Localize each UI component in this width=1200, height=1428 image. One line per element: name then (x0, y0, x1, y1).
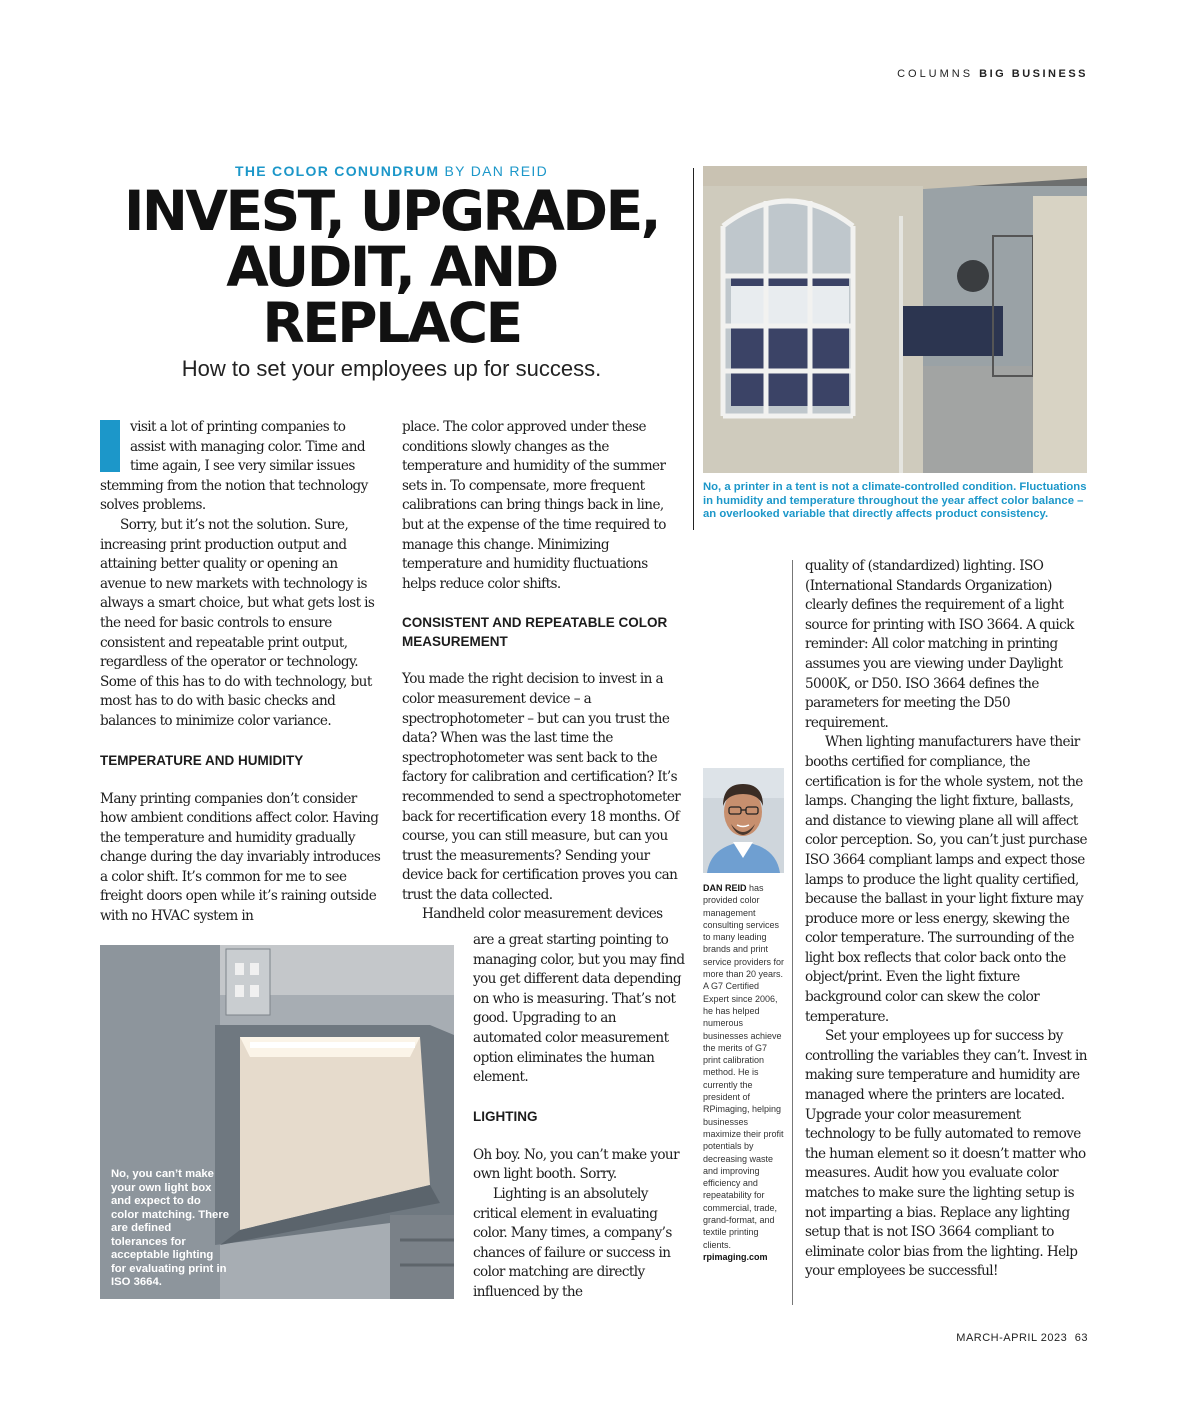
headline (100, 179, 683, 355)
column-1 (100, 418, 382, 927)
subhead-temperature: TEMPERATURE AND HUMIDITY (100, 752, 304, 768)
paragraph: When lighting manufacturers have their booths certified for compliance, the certification is for the whole system, not the lamps. Changing the light fixture, ballasts, and distance to viewing plane all will affect color perception. So, you can’t just purchase ISO 3664 compliant lamps and expect those lamps to produce the light quality certified, because the ballast in your light fixture may produce more or less energy, skewing the color temperature. The surrounding of the light box reflects that color back onto the object/print. Even the light fixture background color can skew the color temperature. (805, 734, 1087, 1025)
paragraph: Sorry, but it’s not the solution. Sure, increasing print production output and attaining better quality or opening an avenue to new markets with technology is always a smart choice, but what gets lost is the need for basic controls to ensure consistent and repeatable print output, regardless of the operator or technology. Some of this has to do with technology, but most has to do with basic checks and balances to minimize color variance. (100, 516, 375, 729)
column-divider-2 (792, 560, 793, 1305)
column-name: BIG BUSINESS (979, 68, 1088, 80)
paragraph: You made the right decision to invest in a color measurement device – a spectrophotometer – but can you trust the data? When was the last time the spectrophotometer was sent back to the factory for calibration and certification? It’s recommended to send a spectrophotometer back for recertification every 18 months. Of course, you can still measure, but can you trust the measurements? Sending your device back for certification proves you can trust the data collected. (402, 671, 681, 903)
paragraph: are a great starting pointing to managing color, but you may find you get different data depending on who is measuring. That’s not good. Upgrading to an automated color measurement option eliminates the human element. (473, 932, 685, 1086)
lightbox-photo (100, 945, 454, 1299)
column-title: THE COLOR CONUNDRUM (234, 163, 440, 179)
section-name: COLUMNS (897, 68, 974, 80)
byline: BY DAN REID (439, 163, 549, 179)
tent-printer-photo (703, 166, 1087, 473)
folio (956, 1332, 1088, 1344)
bio-name: DAN REID (703, 883, 747, 893)
page-number: 63 (1074, 1332, 1088, 1344)
column-3 (805, 557, 1088, 1282)
headline-line-1: INVEST, UPGRADE, (123, 179, 660, 243)
paragraph: Set your employees up for success by controlling the variables they can’t. Invest in making sure temperature and humidity are managed where the printers are located. Upgrade your color measurement technology to be fully automated to remove the human element so it doesn’t matter who measures. Audit how you evaluate color matches to make sure the lighting setup is not imparting a bias. Replace any lighting setup that is not ISO 3664 compliant to eliminate color bias from the lighting. Help your employees be successful! (805, 1028, 1087, 1280)
paragraph: Oh boy. No, you can’t make your own light booth. Sorry. (473, 1146, 679, 1183)
drop-cap (100, 420, 120, 472)
subhead-measurement: CONSISTENT AND REPEATABLE COLOR MEASUREMENT (402, 615, 668, 650)
paragraph: visit a lot of printing companies to assist with managing color. Time and time again, I see very similar issues stemming from the notion that technology solves problems. (100, 419, 368, 514)
paragraph: Lighting is an absolutely critical element in evaluating color. Many times, a company’s chances of failure or success in color matching are directly influenced by the (473, 1185, 672, 1300)
subhead-lighting: LIGHTING (473, 1108, 538, 1124)
author-bio (703, 882, 787, 1263)
paragraph: quality of (standardized) lighting. ISO (International Standards Organization) clearly defines the requirement of a light source for printing with ISO 3664. A quick reminder: All color matching in printing assumes you are viewing under Daylight 5000K, or D50. ISO 3664 defines the parameters for meeting the D50 requirement. (805, 558, 1074, 731)
tent-photo-illustration (703, 166, 1087, 473)
running-head (897, 68, 1088, 80)
column-2-lower (473, 931, 685, 1303)
tent-photo-caption: No, a printer in a tent is not a climate-controlled condition. Fluctuations in humidity and temperature throughout the year affect color balance – an overlooked variable that directly affects product consistency. (703, 481, 1087, 520)
column-divider (693, 168, 694, 530)
paragraph: Many printing companies don’t consider how ambient conditions affect color. Having the temperature and humidity gradually change during the day invariably introduces a color shift. It’s common for me to see freight doors open while it’s raining outside with no HVAC system in (100, 790, 381, 925)
lightbox-photo-caption: No, you can’t make your own light box and expect to do color matching. There are defined tolerances for acceptable lighting for evaluating print in ISO 3664. (111, 1168, 230, 1288)
issue-date: MARCH-APRIL 2023 (956, 1332, 1068, 1344)
kicker (100, 163, 683, 179)
headline-line-2: AUDIT, AND (226, 235, 557, 299)
headline-line-3: REPLACE (262, 291, 521, 355)
column-2 (402, 418, 684, 925)
bio-website-link[interactable]: rpimaging.com (703, 1251, 768, 1262)
deck: How to set your employees up for success. (181, 356, 602, 381)
paragraph: Handheld color measurement devices (422, 906, 663, 923)
bio-text: has provided color management consulting services to many leading brands and print service providers for more than 20 years. A G7 Certified Expert since 2006, he has helped numerous businesses achieve the merits of G7 print calibration method. He is currently the president of RPimaging, helping businesses maximize their profit potentials by decreasing waste and improving efficiency and repeatability for commercial, trade, grand-format, and textile printing clients. (703, 883, 785, 1250)
author-portrait (703, 768, 784, 873)
author-headshot (703, 768, 784, 873)
paragraph: place. The color approved under these conditions slowly changes as the temperature and humidity of the summer sets in. To compensate, more frequent calibrations can bring things back in line, but at the expense of the time required to manage this change. Minimizing temperature and humidity fluctuations helps reduce color shifts. (402, 419, 666, 592)
